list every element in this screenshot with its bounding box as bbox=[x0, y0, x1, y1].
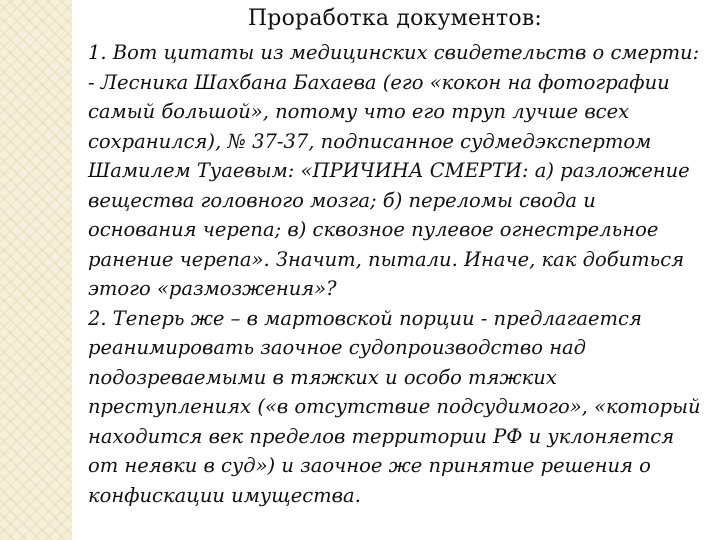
slide-title: Проработка документов: bbox=[247, 6, 543, 31]
paragraph-1: 1. Вот цитаты из медицинских свидетельств о смерти: bbox=[88, 41, 700, 64]
slide-body bbox=[88, 38, 708, 510]
slide bbox=[78, 0, 712, 540]
paragraph-3: 2. Теперь же – в мартовской порции - предлагается реанимировать заочное судопроизводство над подозреваемыми в тяжких и особо тяжких преступлениях («в отсутствие подсудимого», «который находится век пределов территории РФ и уклоняется от неявки в суд») и заочное же принятие решения о конфискации имущества. bbox=[88, 306, 701, 507]
paragraph-2: - Лесника Шахбана Бахаева (его «кокон на фотографии самый большой», потому что его труп лучше всех сохранился), № 37-37, подписанное судмедэкспертом Шамилем Туаевым: «ПРИЧИНА СМЕРТИ: а) разложение вещества головного мозга; б) переломы свода и основания черепа; в) сквозное пулевое огнестрельное ранение черепа». Значит, пытали. Иначе, как добиться этого «размозжения»? bbox=[88, 70, 690, 300]
decorative-side-strip bbox=[0, 0, 72, 540]
